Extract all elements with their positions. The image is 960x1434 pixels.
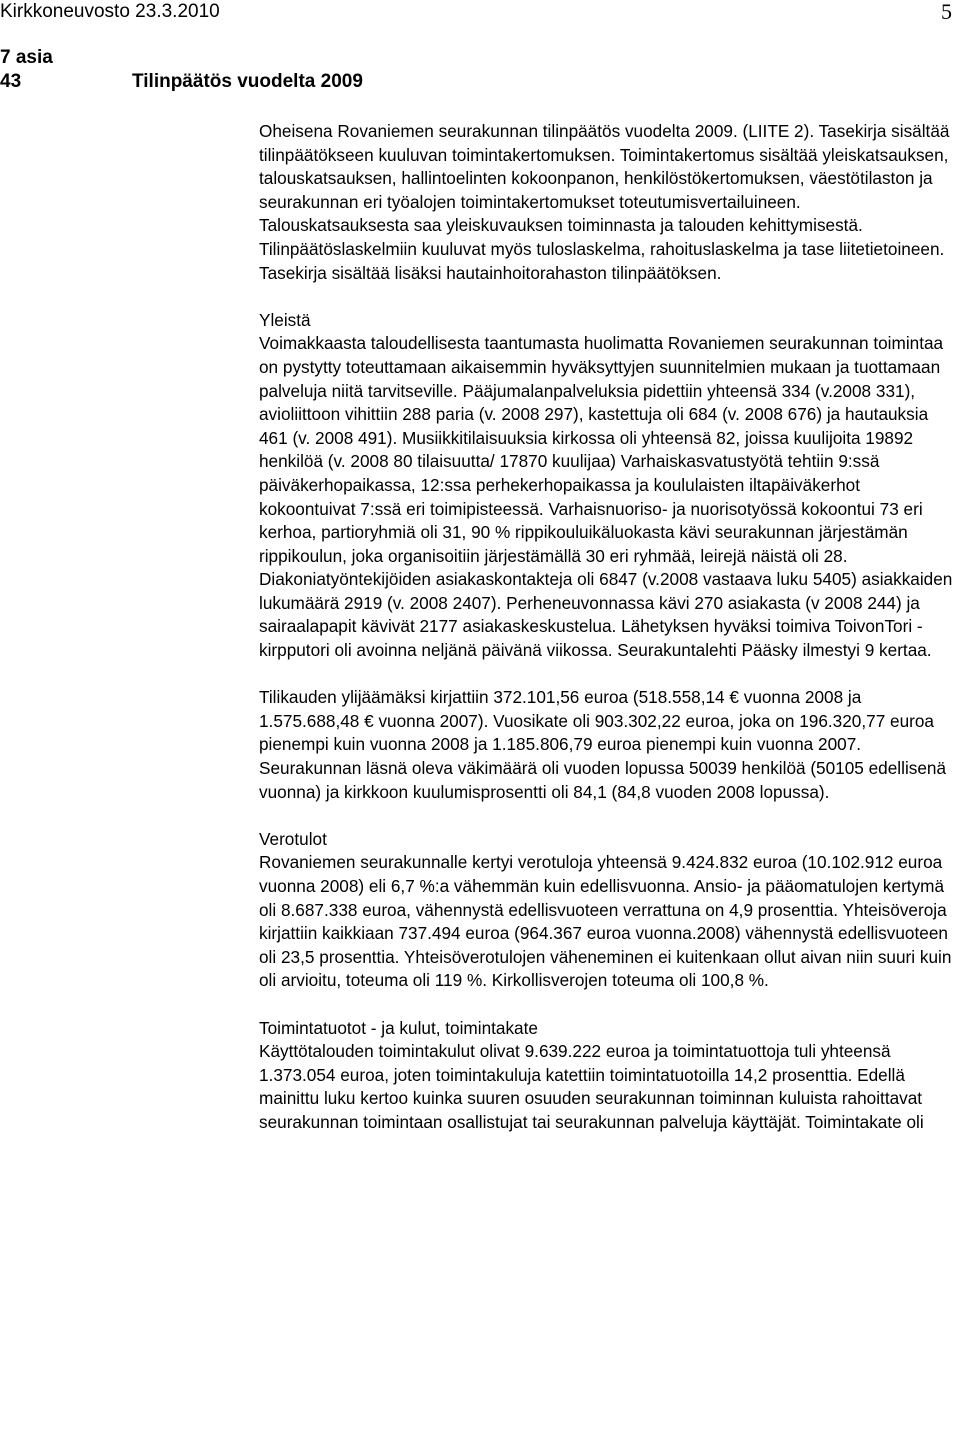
operating-heading: Toimintatuotot - ja kulut, toimintakate	[259, 1017, 538, 1038]
intro-paragraph: Oheisena Rovaniemen seurakunnan tilinpäätös vuodelta 2009. (LIITE 2). Tasekirja sisältää tilinpäätökseen kuuluvan toimintakertomuksen. Toimintakertomus sisältää yleiskatsauksen, talouskatsauksen, hallintoelinten kokoonpanon, henkilöstökertomuksen, väestötilaston ja seurakunnan eri työalojen toimintakertomukset toteutumisvertailuineen. Talouskatsauksesta saa yleiskuvauksen toiminnasta ja talouden kehittymisestä. Tilinpäätöslaskelmiin kuuluvat myös tuloslaskelma, rahoituslaskelma ja tase liitetietoineen. Tasekirja sisältää lisäksi hautainhoitorahaston tilinpäätöksen.	[259, 121, 950, 283]
page-number: 5	[941, 0, 952, 24]
general-heading: Yleistä	[259, 309, 311, 330]
section-number: 43	[0, 71, 22, 92]
general-text: Voimakkaasta taloudellisesta taantumasta huolimatta Rovaniemen seurakunnan toimintaa on pystytty toteuttamaan aikaisemmin hyväksyttyjen suunnitelmien mukaan ja tuottamaan palveluja niitä tarvitseville. Pääjumalanpalveluksia pidettiin yhteensä 334 (v.2008 331), avioliittoon vihittiin 288 paria (v. 2008 297), kastettuja oli 684 (v. 2008 676) ja hautauksia 461 (v. 2008 491). Musiikkitilaisuuksia kirkossa oli yhteensä 82, joissa kuulijoita 19892 henkilöä (v. 2008 80 tilaisuutta/ 17870 kuulijaa) Varhaiskasvatustyötä tehtiin 9:ssä päiväkerhopaikassa, 12:ssa perhekerhopaikassa ja koululaisten iltapäiväkerhot kokoontuivat 7:ssä eri toimipisteessä. Varhaisnuoriso- ja nuorisotyössä kokoontui 73 eri kerhoa, partioryhmiä oli 31, 90 % rippikouluikäluokasta kävi seurakunnan järjestämän rippikoulun, joka organisoitiin järjestämällä 30 eri ryhmää, leirejä näistä oli 28. Diakoniatyöntekijöiden asiakaskontakteja oli 6847 (v.2008 vastaava luku 5405) asiakkaiden lukumäärä 2919 (v. 2008 2407). Perheneuvonnassa kävi 270 asiakasta (v 2008 244) ja sairaalapapit kävivät 2177 asiakaskeskustelua. Lähetyksen hyväksi toimiva ToivonTori - kirpputori oli avoinna neljänä päivänä viikossa. Seurakuntalehti Pääsky ilmestyi 9 kertaa.	[259, 333, 953, 661]
page-header	[0, 0, 960, 26]
section-title: Tilinpäätös vuodelta 2009	[132, 71, 363, 92]
general-section	[259, 309, 955, 663]
header-meeting-date: Kirkkoneuvosto 23.3.2010	[0, 1, 220, 22]
document-body	[259, 120, 955, 1158]
tax-section	[259, 828, 955, 993]
operating-section	[259, 1017, 955, 1135]
surplus-paragraph: Tilikauden ylijäämäksi kirjattiin 372.101,56 euroa (518.558,14 € vuonna 2008 ja 1.575.688,48 € vuonna 2007). Vuosikate oli 903.302,22 euroa, joka on 196.320,77 euroa pienempi kuin vuonna 2008 ja 1.185.806,79 euroa pienempi kuin vuonna 2007. Seurakunnan läsnä oleva väkimäärä oli vuoden lopussa 50039 henkilöä (50105 edellisenä vuonna) ja kirkkoon kuulumisprosentti oli 84,1 (84,8 vuoden 2008 lopussa).	[259, 687, 947, 802]
tax-text: Rovaniemen seurakunnalle kertyi verotuloja yhteensä 9.424.832 euroa (10.102.912 euroa vuonna 2008) eli 6,7 %:a vähemmän kuin edellisvuonna. Ansio- ja pääomatulojen kertymä oli 8.687.338 euroa, vähennystä edellisvuoteen verrattuna on 4,9 prosenttia. Yhteisöveroja kirjattiin kaikkiaan 737.494 euroa (964.367 euroa vuonna.2008) vähennystä edellisvuoteen oli 23,5 prosenttia. Yhteisöverotulojen väheneminen ei kuitenkaan ollut aivan niin suuri kuin oli arvioitu, toteuma oli 119 %. Kirkollisverojen toteuma oli 100,8 %.	[259, 852, 952, 991]
operating-text: Käyttötalouden toimintakulut olivat 9.639.222 euroa ja toimintatuottoja tuli yhteensä 1.373.054 euroa, joten toimintakuluja katettiin toimintatuotoilla 14,2 prosenttia. Edellä mainittu luku kertoo kuinka suuren osuuden seurakunnan toiminnan kuluista rahoittavat seurakunnan toimintaan osallistujat tai seurakunnan palveluja käyttäjät. Toimintakate oli	[259, 1041, 924, 1132]
tax-heading: Verotulot	[259, 828, 327, 849]
agenda-item: 7 asia	[0, 47, 53, 68]
